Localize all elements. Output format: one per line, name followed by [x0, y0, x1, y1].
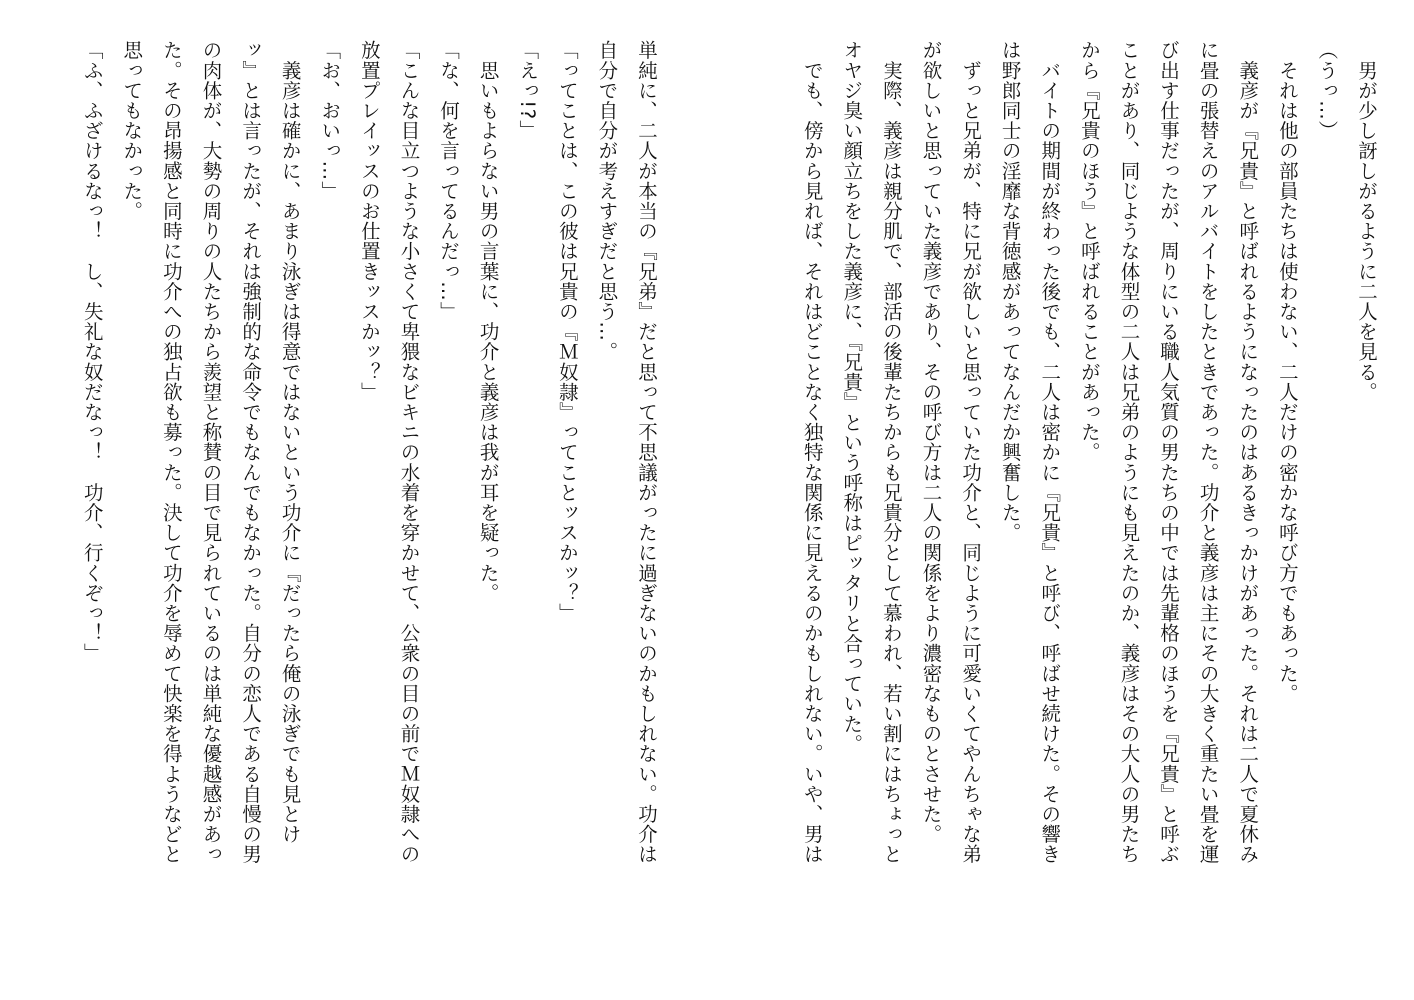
text-line: 義彦が『兄貴』と呼ばれるようになったのはあるきっかけがあった。それは二人で夏休み [1236, 40, 1260, 865]
text-line: 「えっ!?」 [516, 40, 540, 140]
text-line: オヤジ臭い顔立ちをした義彦に、『兄貴』という呼称はピッタリと合っていた。 [840, 40, 864, 754]
text-line: それは他の部員たちは使わない、二人だけの密かな呼び方でもあった。 [1275, 40, 1299, 704]
text-line: は野郎同士の淫靡な背徳感があってなんだか興奮した。 [998, 40, 1022, 543]
text-line: が欲しいと思っていた義彦であり、その呼び方は二人の関係をより濃密なものとさせた。 [919, 40, 943, 844]
text-line: から『兄貴のほう』と呼ばれることがあった。 [1077, 40, 1101, 463]
text-line: バイトの期間が終わった後でも、二人は密かに『兄貴』と呼び、呼ばせ続けた。その響き [1038, 40, 1062, 865]
text-line: 「こんな目立つような小さくて卑猥なビキニの水着を穿かせて、公衆の目の前でＭ奴隷への [397, 40, 421, 865]
text-line: 「ってことは、この彼は兄貴の『Ｍ奴隷』ってことッスかッ？」 [555, 40, 579, 623]
text-line: 「ふ、ふざけるなっ！ し、失礼な奴だなっ！ 功介、行くぞっ！」 [80, 40, 104, 664]
text-line: ずっと兄弟が、特に兄が欲しいと思っていた功介と、同じように可愛いくてやんちゃな弟 [959, 40, 983, 865]
text-line: でも、傍から見れば、それはどことなく独特な関係に見えるのかもしれない。いや、男は [800, 40, 824, 865]
text-line: 「な、何を言ってるんだっ…」 [437, 40, 461, 322]
text-line: の肉体が、大勢の周りの人たちから羨望と称賛の目で見られているのは単純な優越感があっ [199, 40, 223, 865]
text-line: 男が少し訝しがるように二人を見る。 [1355, 40, 1378, 402]
right-page-text [766, 40, 1386, 970]
text-line: 思ってもなかった。 [120, 40, 144, 221]
left-page-text [26, 40, 666, 970]
text-line: 「お、おいっ…」 [318, 40, 342, 201]
text-line: 単純に、二人が本当の『兄弟』だと思って不思議がったに過ぎないのかもしれない。功介は [635, 40, 658, 865]
text-line: （うっ…） [1315, 40, 1339, 141]
text-line: び出す仕事だったが、周りにいる職人気質の男たちの中では先輩格のほうを『兄貴』と呼ぶ [1157, 40, 1181, 865]
text-line: ことがあり、同じような体型の二人は兄弟のようにも見えたのか、義彦はその大人の男たち [1117, 40, 1141, 865]
text-line: 思いもよらない男の言葉に、功介と義彦は我が耳を疑った。 [476, 40, 500, 603]
text-line: 実際、義彦は親分肌で、部活の後輩たちからも兄貴分として慕われ、若い割にはちょっと [879, 40, 903, 865]
text-line: 自分で自分が考えすぎだと思う…。 [595, 40, 619, 362]
text-line: 義彦は確かに、あまり泳ぎは得意ではないという功介に『だったら俺の泳ぎでも見とけ [278, 40, 302, 844]
text-line: に畳の張替えのアルバイトをしたときであった。功介と義彦は主にその大きく重たい畳を運 [1196, 40, 1220, 865]
text-line: ッ』とは言ったが、それは強制的な命令でもなんでもなかった。自分の恋人である自慢の男 [239, 40, 263, 865]
text-line: 放置プレイッスのお仕置きッスかッ？」 [357, 40, 381, 402]
text-line: た。その昂揚感と同時に功介への独占欲も募った。決して功介を辱めて快楽を得ようなどと [159, 40, 183, 865]
